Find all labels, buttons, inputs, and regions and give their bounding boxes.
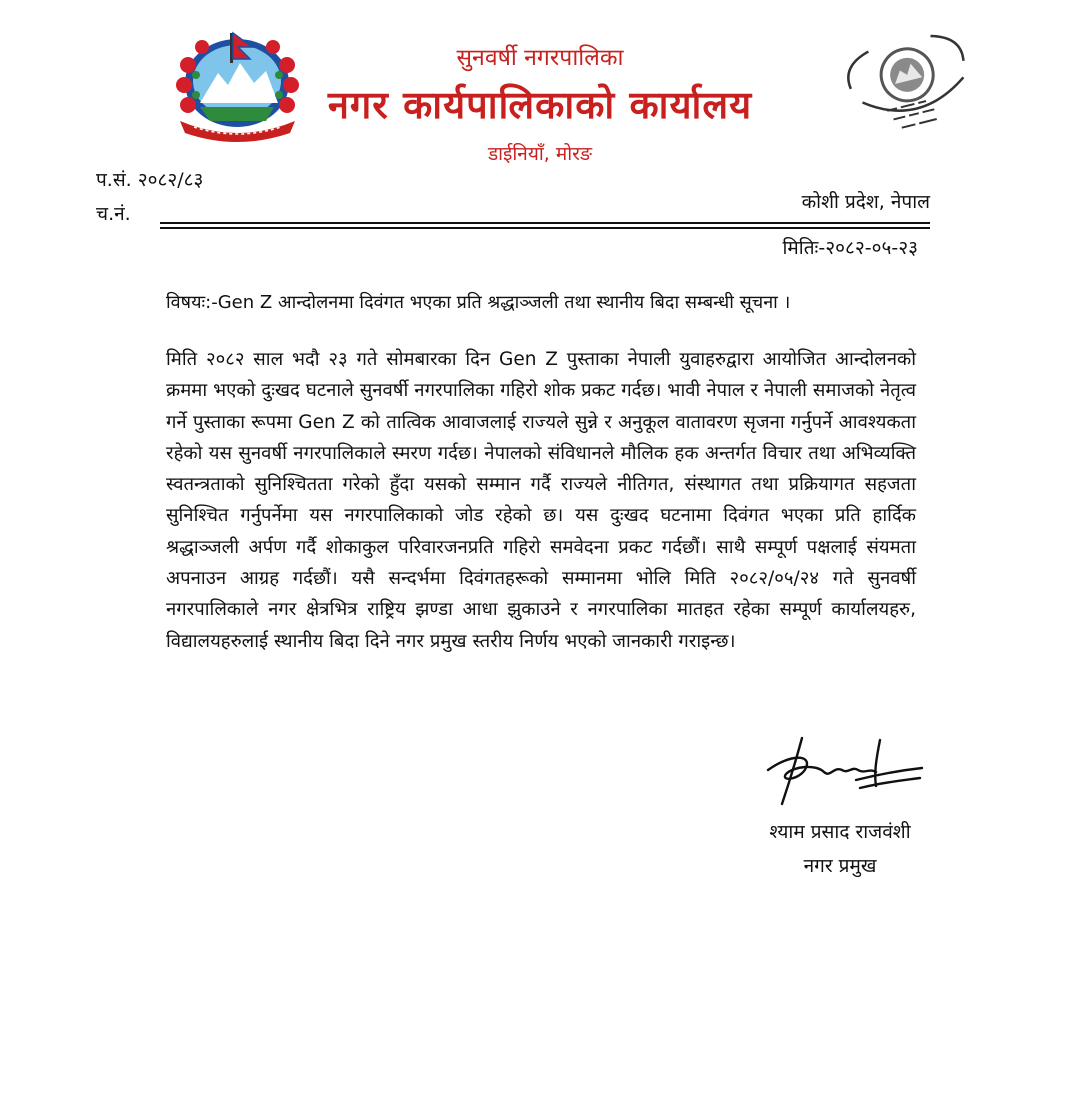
municipality-round-stamp-icon	[838, 30, 986, 142]
letter-subject: विषयः:-Gen Z आन्दोलनमा दिवंगत भएका प्रति श्रद्धाञ्जली तथा स्थानीय बिदा सम्बन्धी सूचना ।	[166, 292, 791, 313]
office-title: नगर कार्यपालिकाको कार्यालय	[327, 83, 753, 127]
signatory-name: श्याम प्रसाद राजवंशी	[769, 821, 911, 843]
header-divider-secondary	[160, 227, 930, 229]
province-label: कोशी प्रदेश, नेपाल	[801, 191, 930, 213]
letter-date: मितिः-२०८२-०५-२३	[782, 237, 918, 259]
signatory-title: नगर प्रमुख	[803, 855, 877, 877]
header-divider	[160, 222, 930, 224]
handwritten-signature-icon	[760, 730, 930, 810]
reference-number: प.सं. २०८२/८३	[96, 169, 204, 191]
letter-body: मिति २०८२ साल भदौ २३ गते सोमबारका दिन Gen Z पुस्ताका नेपाली युवाहरुद्वारा आयोजित आन्दोलनको क्रममा भएको दुःखद घटनाले सुनवर्षी नगरपालिका गहिरो शोक प्रकट गर्दछ। भावी नेपाल र नेपाली समाजको नेतृत्व गर्ने पुस्ताका रूपमा Gen Z को तात्विक आवाजलाई राज्यले सुन्ने र अनुकूल वातावरण सृजना गर्नुपर्ने आवश्यकता रहेको यस सुनवर्षी नगरपालिकाले स्मरण गर्दछ। नेपालको संविधानले मौलिक हक अन्तर्गत विचार तथा अभिव्यक्ति स्वतन्त्रताको सुनिश्चितता गरेको हुँदा यसको सम्मान गर्दै राज्यले नीतिगत, संस्थागत तथा प्रक्रियागत सहजता सुनिश्चित गर्नुपर्नेमा यस नगरपालिकाको जोड रहेको छ। यस दुःखद घटनामा दिवंगत भएका प्रति हार्दिक श्रद्धाञ्जली अर्पण गर्दै शोकाकुल परिवारजनप्रति गहिरो समवेदना प्रकट गर्दछौं। साथै सम्पूर्ण पक्षलाई संयमता अपनाउन आग्रह गर्दछौं। यसै सन्दर्भमा दिवंगतहरूको सम्मानमा भोलि मिति २०८२/०५/२४ गते सुनवर्षी नगरपालिकाले नगर क्षेत्रभित्र राष्ट्रिय झण्डा आधा झुकाउने र नगरपालिका मातहत रहेका सम्पूर्ण कार्यालयहरु, विद्यालयहरुलाई स्थानीय बिदा दिने नगर प्रमुख स्तरीय निर्णय भएको जानकारी गराइन्छ।	[166, 349, 916, 652]
municipality-name: सुनवर्षी नगरपालिका	[456, 45, 624, 71]
office-address: डाईनियाँ, मोरङ	[487, 143, 593, 165]
dispatch-number: च.नं.	[96, 203, 131, 225]
